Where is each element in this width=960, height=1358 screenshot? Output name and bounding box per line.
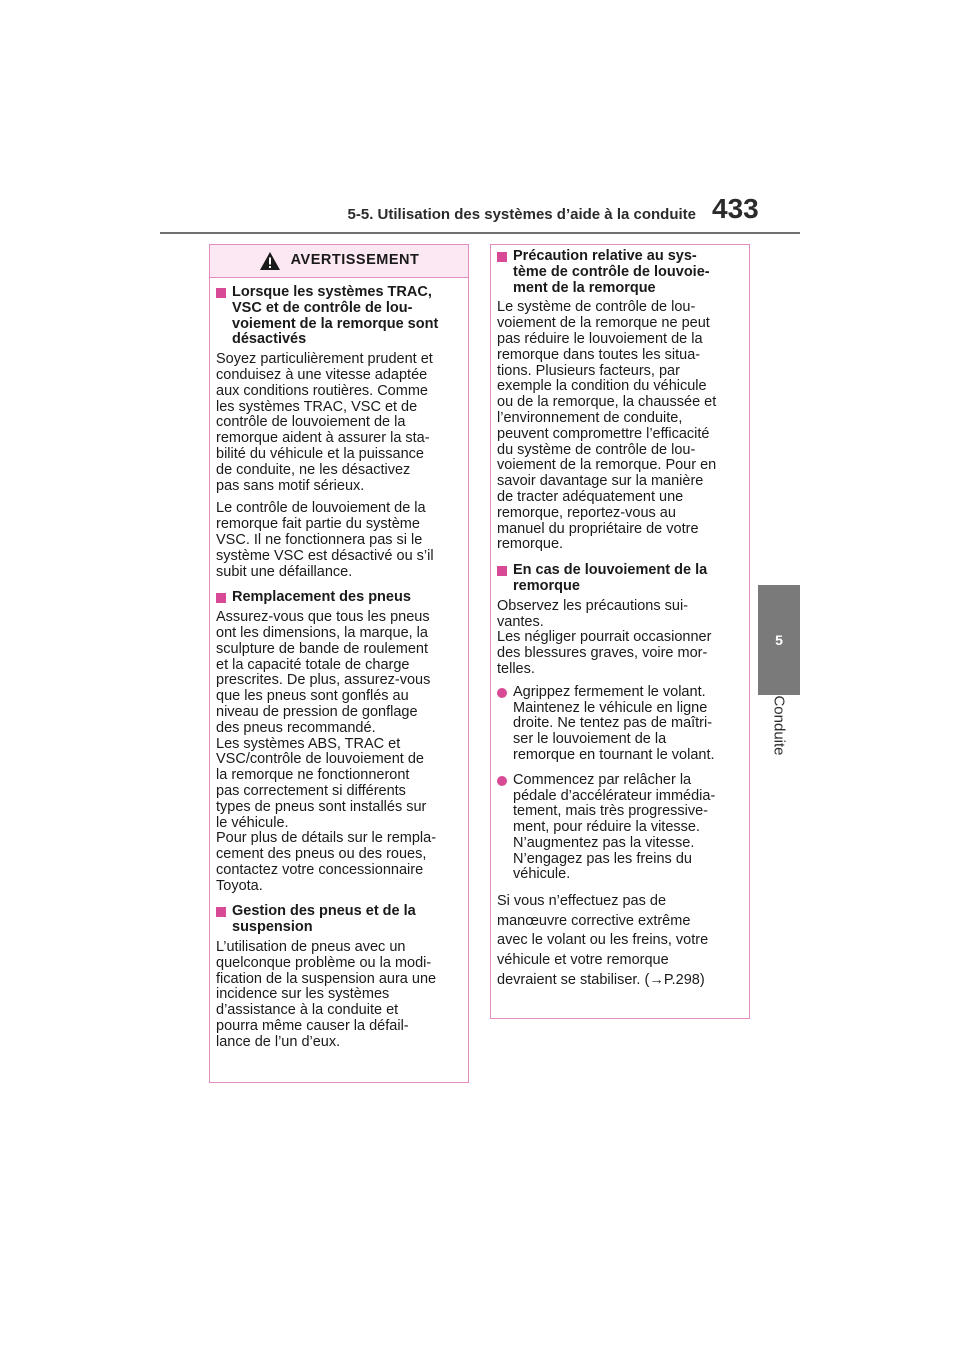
paragraph: Soyez particulièrement prudent et conduisez à une vitesse adaptée aux conditions routières. Comme les systèmes TRAC, VSC et de contrôle de louvoiement de la remorque aident à assurer la sta- bilité du véhicule et la puissance de conduite, ne les désactivez pas sans motif sérieux. [216,351,433,494]
paragraph: L’utilisation de pneus avec un quelconque problème ou la modi- fication de la suspension aura une incidence sur les systèmes d’assistance à la conduite et pourra même causer la défail- lance de l’un d’eux. [216,939,437,1050]
warning-triangle-icon [259,251,281,271]
square-bullet-icon [216,288,226,298]
heading-text: Précaution relative au sys- tème de contrôle de louvoie- ment de la remorque [513,248,710,296]
heading-tire-replacement [216,590,462,606]
list-item [497,685,743,764]
heading-text: En cas de louvoiement de la remorque [513,562,708,594]
square-bullet-icon [216,907,226,917]
square-bullet-icon [497,252,507,262]
chapter-label: Conduite [770,694,788,756]
paragraph: Le système de contrôle de lou- voiement de la remorque ne peut pas réduire le louvoiement de la remorque dans toutes les situa- tions. Plusieurs facteurs, par exemple la condition du véhicule ou de la remorque, la chaussée et l’environnement de conduite, peuvent compromettre l’efficacité du système de contrôle de lou- voiement de la remorque. Pour en savoir davantage sur la manière de tracter adéquatement une remorque, reportez-vous au manuel du propriétaire de votre remorque. [497,299,717,553]
paragraph: Assurez-vous que tous les pneus ont les dimensions, la marque, la sculpture de bande de roulement et la capacité totale de charge prescrites. De plus, assurez-vous que les pneus sont gonflés au niveau de pression de gonflage des pneus recommandé. Les systèmes ABS, TRAC et VSC/contrôle de louvoiement de la remorque ne fonctionneront pas correctement si différents types de pneus sont installés sur le véhicule. Pour plus de détails sur le rempla- cement des pneus ou des roues, contactez votre concessionnaire Toyota. [216,609,437,894]
warning-label: AVERTISSEMENT [290,252,420,269]
square-bullet-icon [216,593,226,603]
paragraph: Observez les précautions sui- vantes. Les négliger pourrait occasionner des blessures graves, voire mor- telles. [497,597,712,677]
warning-box-left [209,244,469,1083]
heading-trac-vsc-disabled [216,285,462,348]
bullet-text: Agrippez fermement le volant. Maintenez le véhicule en ligne droite. Ne tentez pas de maîtri- ser le louvoiement de la remorque en tournant le volant. [513,683,715,763]
circle-bullet-icon [497,776,507,786]
heading-trailer-sway-precaution [497,249,743,296]
header-divider [160,232,800,234]
closing-paragraph: Si vous n’effectuez pas de manœuvre corrective extrême avec le volant ou les freins, votre véhicule et votre remorque devraient se stabiliser. (→P.298) [497,893,709,988]
square-bullet-icon [497,566,507,576]
warning-header [210,245,468,278]
section-title: 5-5. Utilisation des systèmes d’aide à la conduite [347,206,696,223]
page-number: 433 [712,193,759,224]
heading-trailer-sway [497,563,743,595]
circle-bullet-icon [497,688,507,698]
paragraph: Le contrôle de louvoiement de la remorque fait partie du système VSC. Il ne fonctionnera pas si le système VSC est désactivé ou s’il subit une défaillance. [216,500,434,580]
chapter-number: 5 [775,632,783,648]
heading-text: Lorsque les systèmes TRAC, VSC et de contrôle de lou- voiement de la remorque sont désactivés [232,284,439,348]
bullet-text: Commencez par relâcher la pédale d’accélérateur immédia- tement, mais très progressive- ment, pour réduire la vitesse. N’augmentez pas la vitesse. N’engagez pas les freins du véhicule. [513,771,716,883]
heading-tire-suspension [216,904,462,936]
chapter-label-wrap [759,670,799,780]
heading-text: Gestion des pneus et de la suspension [232,903,416,936]
warning-box-right [490,244,750,1019]
heading-text: Remplacement des pneus [232,589,411,606]
list-item [497,773,743,884]
